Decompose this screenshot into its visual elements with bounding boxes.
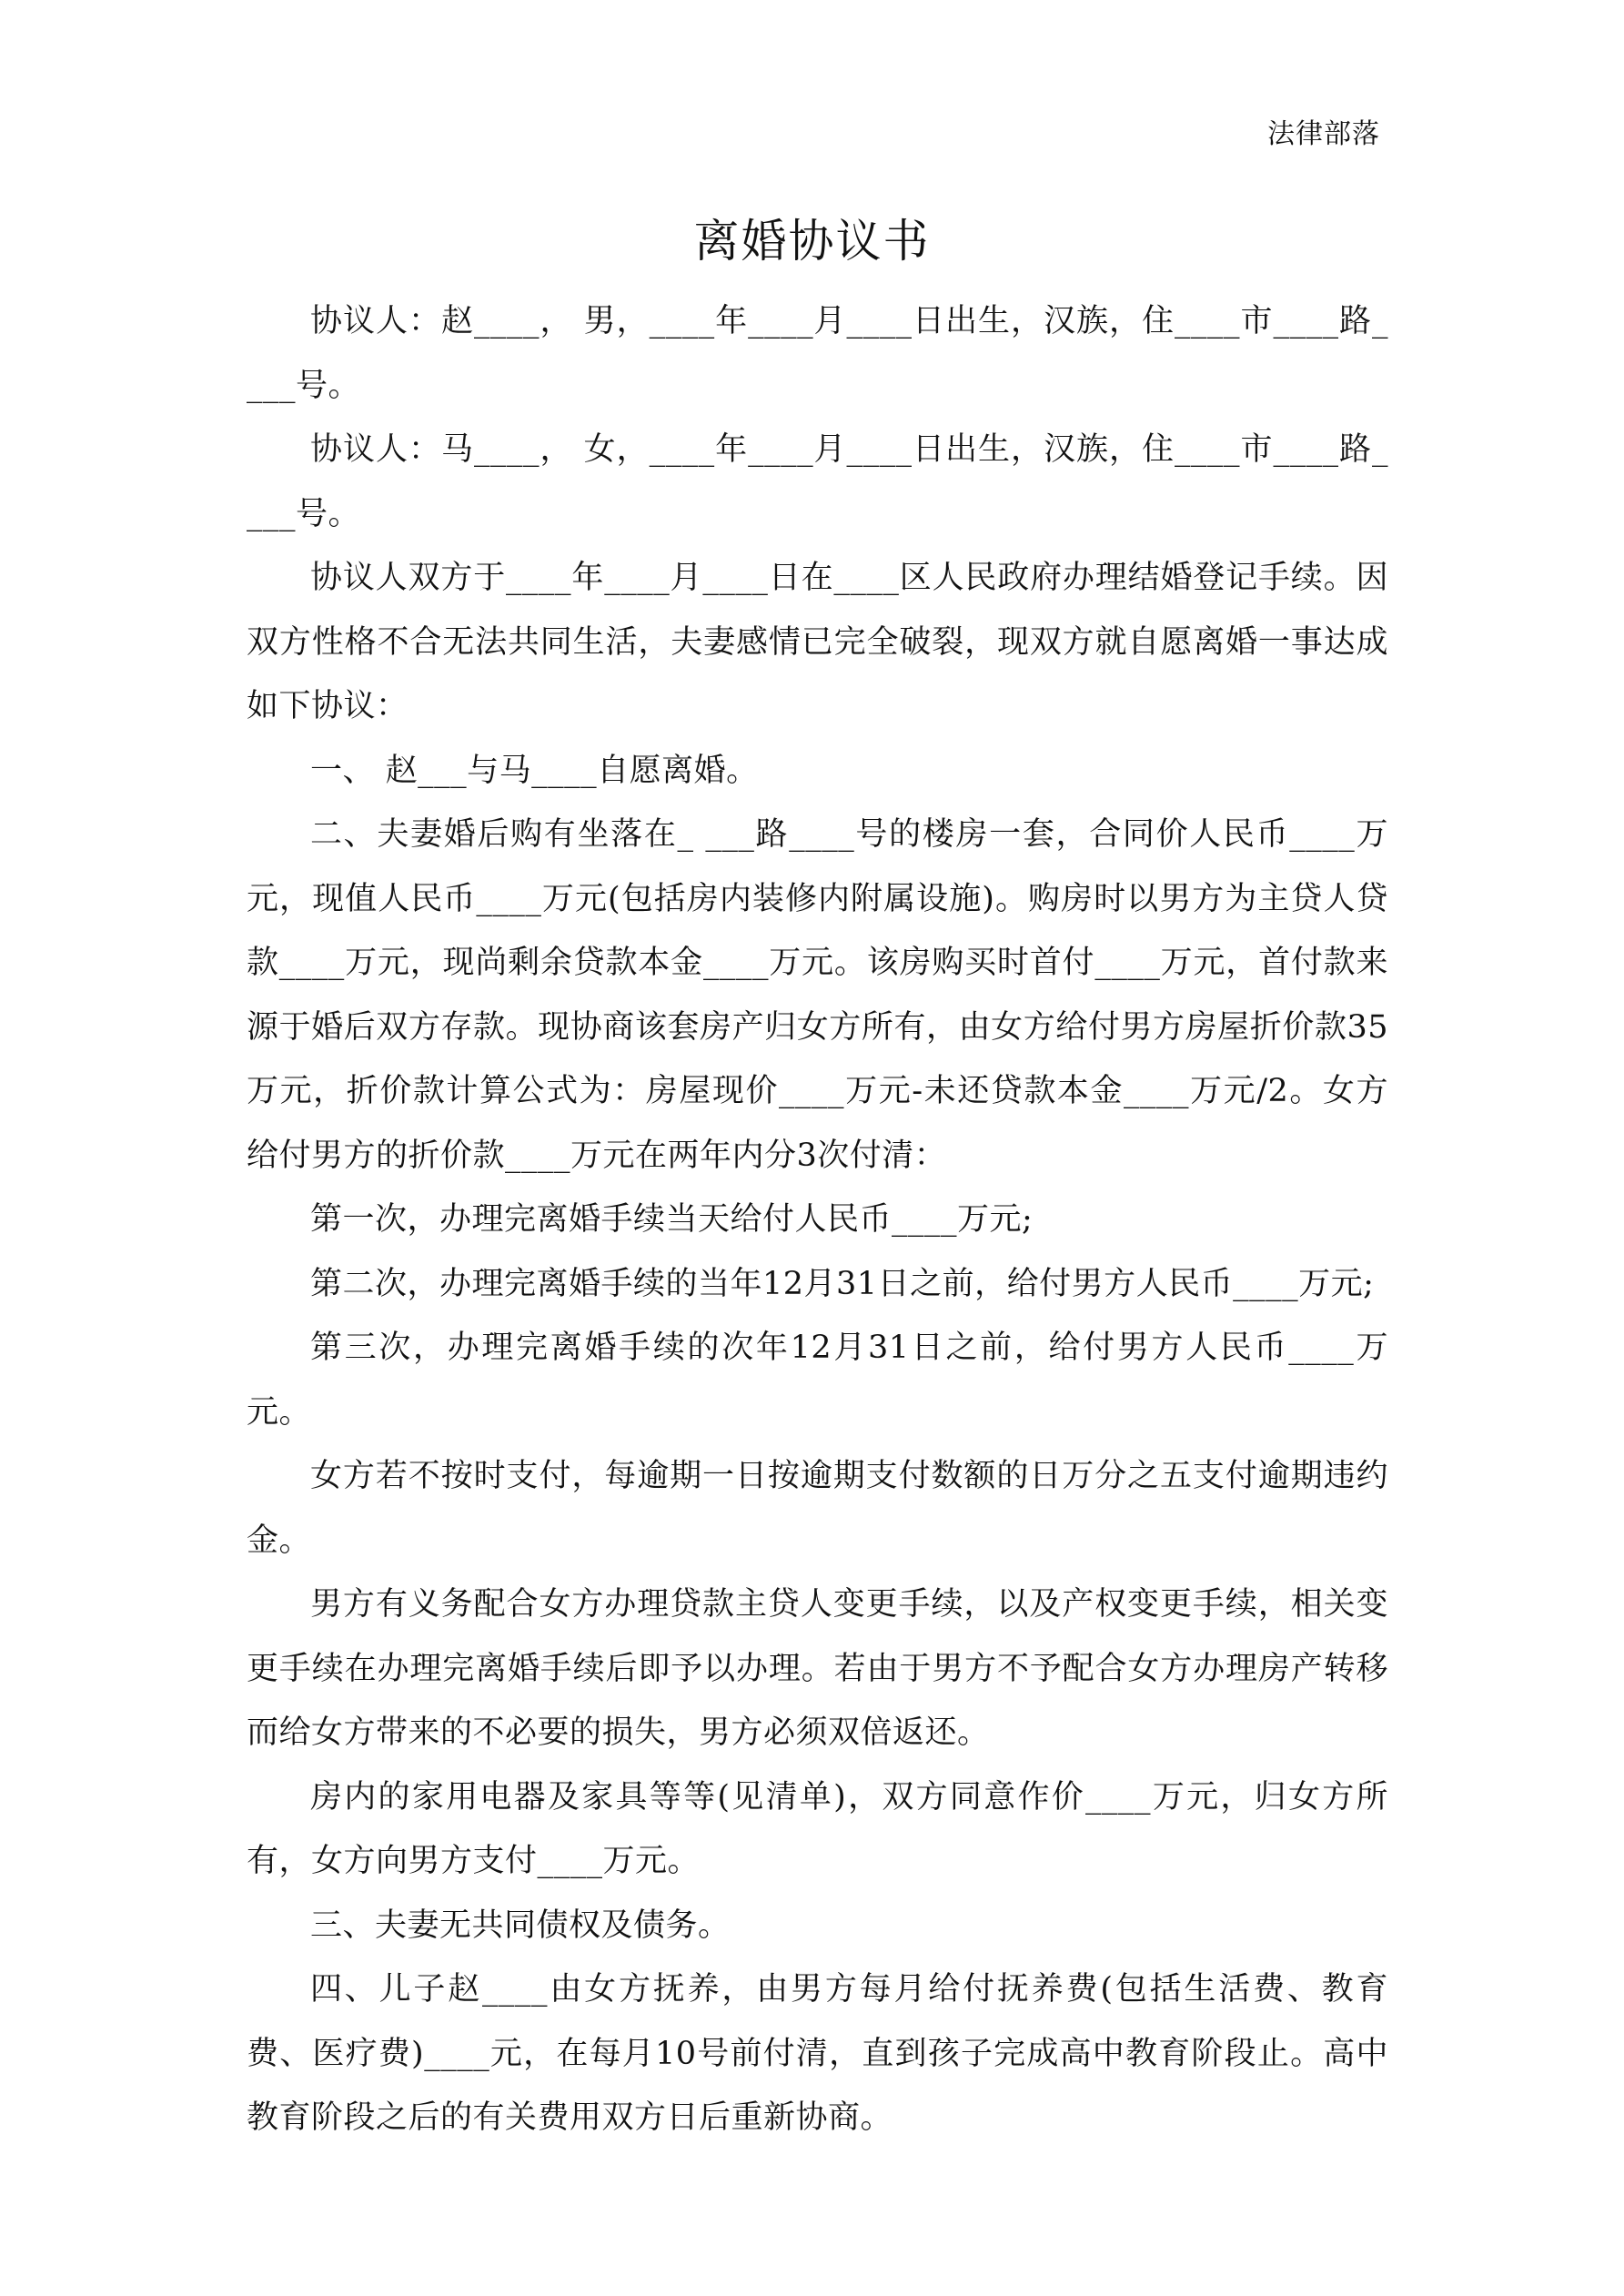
header-brand: 法律部落 bbox=[1267, 118, 1380, 150]
payment-second: 第二次，办理完离婚手续的当年12月31日之前，给付男方人民币____万元; bbox=[310, 1265, 1375, 1302]
party-paragraph-ma: 协议人：马____， 女，____年____月____日出生，汉族，住____市____路____号。 bbox=[247, 431, 1388, 532]
document-body bbox=[247, 289, 1388, 2150]
clause-one: 一、 赵___与马____自愿离婚。 bbox=[310, 752, 759, 789]
document-title: 离婚协议书 bbox=[693, 215, 931, 268]
appliances-furniture: 房内的家用电器及家具等等(见清单)，双方同意作价____万元，归女方所有，女方向男方支付____万元。 bbox=[247, 1778, 1388, 1879]
preamble-paragraph: 协议人双方于____年____月____日在____区人民政府办理结婚登记手续。因双方性格不合无法共同生活，夫妻感情已完全破裂，现双方就自愿离婚一事达成如下协议： bbox=[247, 560, 1388, 724]
transfer-obligation: 男方有义务配合女方办理贷款主贷人变更手续，以及产权变更手续，相关变更手续在办理完离婚手续后即予以办理。若由于男方不予配合女方办理房产转移而给女方带来的不必要的损失，男方必须双倍返还。 bbox=[247, 1586, 1388, 1751]
party-paragraph-zhao: 协议人：赵____， 男，____年____月____日出生，汉族，住____市____路____号。 bbox=[247, 303, 1388, 404]
payment-third: 第三次，办理完离婚手续的次年12月31日之前，给付男方人民币____万元。 bbox=[247, 1330, 1388, 1431]
clause-four: 四、儿子赵____由女方抚养，由男方每月给付抚养费(包括生活费、教育费、医疗费)____元，在每月10号前付清，直到孩子完成高中教育阶段止。高中教育阶段之后的有关费用双方日后重新协商。 bbox=[247, 1971, 1388, 2136]
payment-first: 第一次，办理完离婚手续当天给付人民币____万元; bbox=[310, 1201, 1034, 1238]
clause-two: 二、夫妻婚后购有坐落在_ ___路____号的楼房一套，合同价人民币____万元，现值人民币____万元(包括房内装修内附属设施)。购房时以男方为主贷人贷款____万元，现尚剩余贷款本金____万元。该房购买时首付____万元，首付款来源于婚后双方存款。现协商该套房产归女方所有，由女方给付男方房屋折价款35万元，折价款计算公式为：房屋现价____万元-未还贷款本金____万元/2。女方给付男方的折价款____万元在两年内分3次付清： bbox=[247, 816, 1388, 1174]
late-payment-penalty: 女方若不按时支付，每逾期一日按逾期支付数额的日万分之五支付逾期违约金。 bbox=[247, 1458, 1388, 1559]
clause-three: 三、夫妻无共同债权及债务。 bbox=[310, 1907, 731, 1944]
